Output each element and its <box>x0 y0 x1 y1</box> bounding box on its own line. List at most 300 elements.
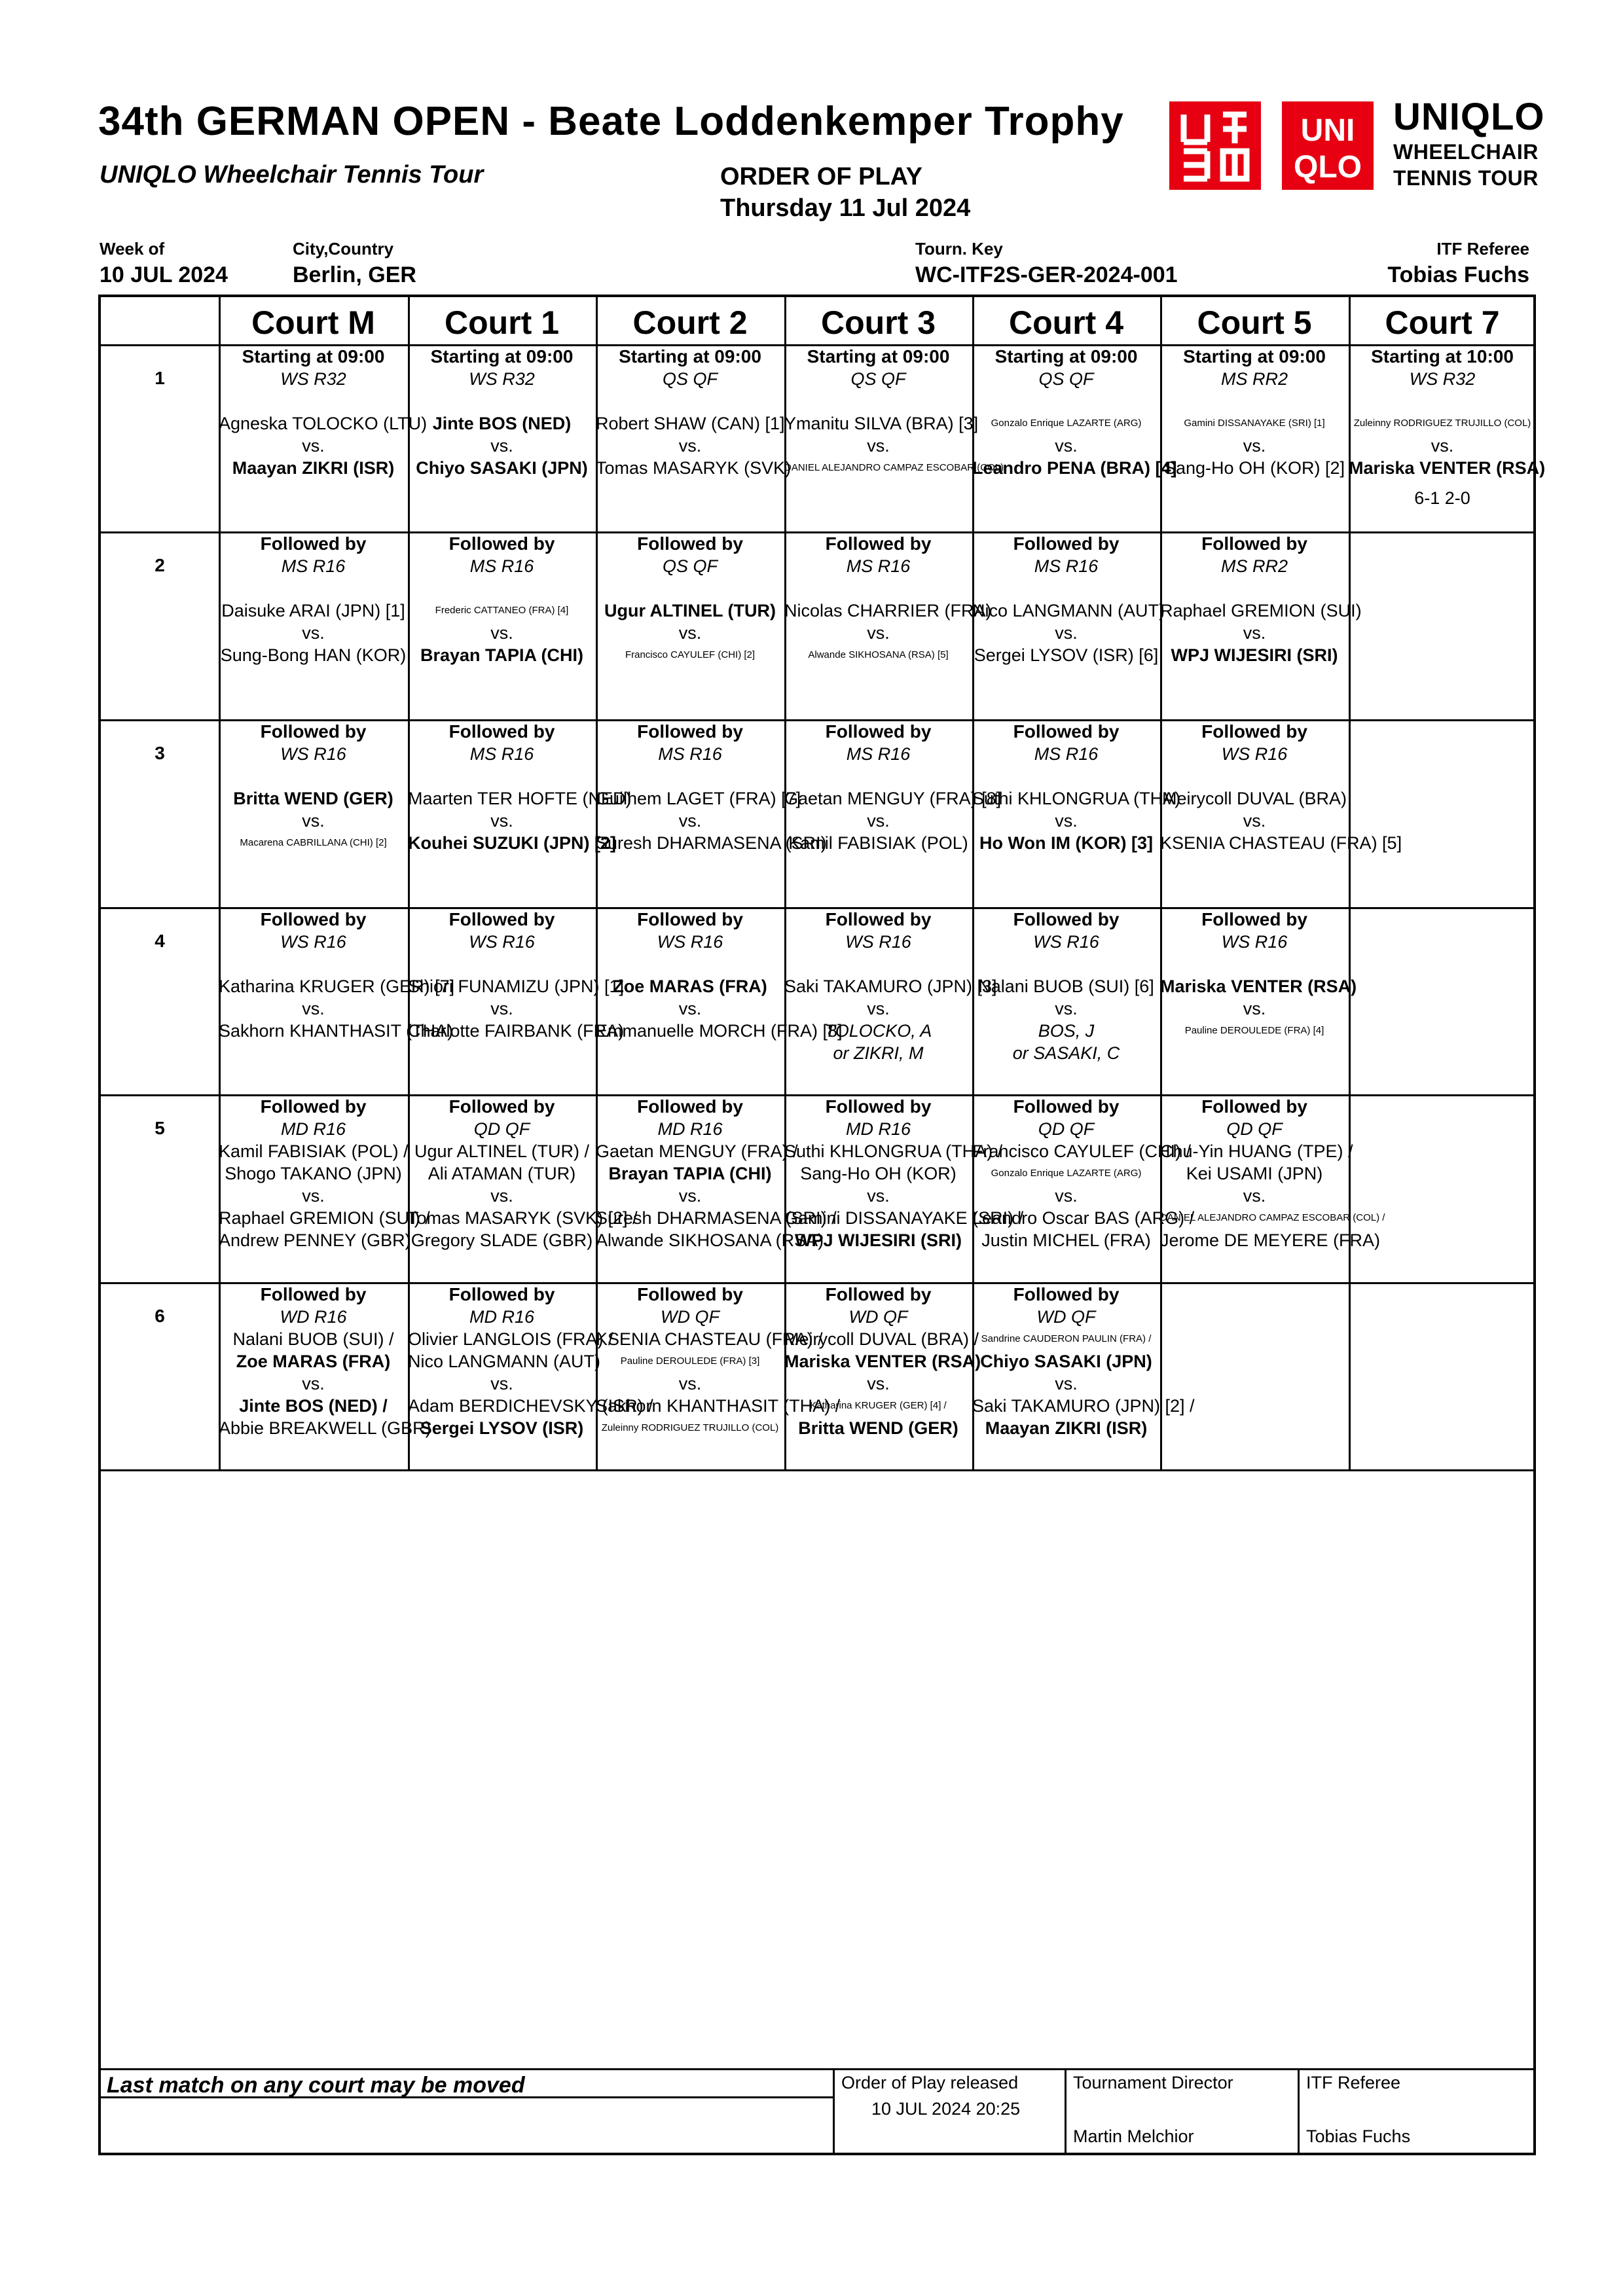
versus-label: vs. <box>302 1374 325 1393</box>
player-name: Kamil FABISIAK (POL) / <box>219 1141 409 1161</box>
match-start-time: Followed by <box>260 1284 367 1304</box>
match-cell <box>972 1096 1195 1251</box>
player-name: Jinte BOS (NED) <box>432 414 572 433</box>
spacer <box>596 765 784 787</box>
versus-label: vs. <box>302 623 325 643</box>
player-name: TOLOCKO, A <box>824 1021 932 1041</box>
player-name: Gonzalo Enrique LAZARTE (ARG) <box>991 418 1142 429</box>
referee-value: Tobias Fuchs <box>1387 262 1529 287</box>
player-name: Nico LANGMANN (AUT) <box>408 1352 601 1371</box>
director-cell <box>1065 2068 1300 2155</box>
versus-label: vs. <box>867 1186 890 1206</box>
uniqlo-symbol-logo <box>1169 101 1261 190</box>
versus-label: vs. <box>678 623 702 643</box>
match-event: WS R16 <box>1221 744 1288 764</box>
match-event: MD R16 <box>845 1119 911 1139</box>
player-name: KSENIA CHASTEAU (FRA) [5] <box>1160 833 1402 853</box>
player-name: Shogo TAKANO (JPN) <box>225 1164 402 1183</box>
versus-label: vs. <box>490 999 513 1018</box>
versus-label: vs. <box>678 811 702 831</box>
match-cell <box>596 1283 841 1439</box>
versus-label: vs. <box>302 811 325 831</box>
referee-info <box>1387 238 1529 288</box>
versus-label: vs. <box>867 436 890 456</box>
match-cell <box>596 908 843 1042</box>
player-name: Britta WEND (GER) <box>233 789 393 808</box>
uniqlo-box-logo <box>1282 101 1374 190</box>
player-name: Brayan TAPIA (CHI) <box>420 645 584 665</box>
player-name: Pauline DEROULEDE (FRA) [4] <box>1184 1025 1324 1036</box>
player-name: Zoe MARAS (FRA) <box>236 1352 391 1371</box>
week-info <box>100 238 228 288</box>
player-name: Raphael GREMION (SUI) / <box>219 1208 430 1228</box>
spacer <box>784 765 972 787</box>
player-name: Tomas MASARYK (SVK) <box>596 458 792 478</box>
versus-label: vs. <box>867 999 890 1018</box>
play-date: Thursday 11 Jul 2024 <box>720 194 971 222</box>
player-name: Sang-Ho OH (KOR) <box>800 1164 957 1183</box>
spacer <box>784 953 972 975</box>
director-value: Martin Melchior <box>1073 2126 1194 2146</box>
wheelchair-tour-logo-text <box>1393 98 1545 188</box>
player-name: WPJ WIJESIRI (SRI) <box>1171 645 1338 665</box>
versus-label: vs. <box>1055 1374 1078 1393</box>
match-start-time: Followed by <box>1013 1096 1120 1117</box>
player-name: Maarten TER HOFTE (NED) <box>408 789 632 808</box>
match-start-time: Followed by <box>637 909 743 929</box>
last-match-notice: Last match on any court may be moved <box>107 2073 525 2098</box>
spacer <box>784 577 972 600</box>
match-start-time: Followed by <box>1013 1284 1120 1304</box>
spacer <box>972 577 1160 600</box>
match-event: QS QF <box>662 369 718 389</box>
player-name: Charlotte FAIRBANK (FRA) <box>408 1021 625 1041</box>
match-start-time: Starting at 09:00 <box>1183 346 1326 367</box>
player-name: Ugur ALTINEL (TUR) / <box>414 1141 590 1161</box>
player-name: Sergei LYSOV (ISR) [6] <box>974 645 1159 665</box>
player-name: Meirycoll DUVAL (BRA) <box>1161 789 1347 808</box>
player-name: Sung-Bong HAN (KOR) <box>220 645 407 665</box>
match-event: MS R16 <box>1034 556 1099 576</box>
footer-referee-label: ITF Referee <box>1306 2073 1401 2092</box>
player-name: Ymanitu SILVA (BRA) [3] <box>784 414 979 433</box>
spacer <box>408 577 596 600</box>
match-cell <box>219 346 428 479</box>
player-name: Chu-Yin HUANG (TPE) / <box>1160 1141 1353 1161</box>
spacer <box>972 953 1160 975</box>
player-name: Chiyo SASAKI (JPN) <box>416 458 588 478</box>
versus-label: vs. <box>867 623 890 643</box>
match-event: WD QF <box>1036 1307 1096 1327</box>
svg-text:QLO: QLO <box>1294 150 1362 185</box>
logo-line-3: TENNIS TOUR <box>1393 166 1539 190</box>
match-event: QD QF <box>473 1119 530 1139</box>
match-start-time: Followed by <box>1201 1096 1307 1117</box>
match-start-time: Followed by <box>260 721 367 742</box>
player-name: Kouhei SUZUKI (JPN) [2] <box>408 833 617 853</box>
spacer <box>1160 390 1349 412</box>
player-name: Jerome DE MEYERE (FRA) <box>1160 1230 1381 1250</box>
match-start-time: Followed by <box>448 909 555 929</box>
match-cell <box>219 533 408 666</box>
match-start-time: Followed by <box>448 721 555 742</box>
match-event: QS QF <box>1038 369 1094 389</box>
match-cell <box>972 1283 1195 1439</box>
player-name: Adam BERDICHEVSKY (ISR) / <box>408 1396 653 1416</box>
versus-label: vs. <box>1055 811 1078 831</box>
player-name: Zoe MARAS (FRA) <box>613 977 767 996</box>
player-name: Pauline DEROULEDE (FRA) [3] <box>620 1355 760 1367</box>
spacer <box>596 390 784 412</box>
player-name: DANIEL ALEJANDRO CAMPAZ ESCOBAR (COL) <box>784 462 1004 473</box>
tournament-key-label: Tourn. Key <box>915 239 1003 259</box>
released-label: Order of Play released <box>841 2073 1019 2092</box>
match-event: MS RR2 <box>1220 556 1288 576</box>
player-name: Gamini DISSANAYAKE (SRI) / <box>784 1208 1024 1228</box>
court-header: Court 4 <box>1009 304 1123 341</box>
week-value: 10 JUL 2024 <box>100 262 228 287</box>
player-name: WPJ WIJESIRI (SRI) <box>794 1230 962 1250</box>
row-divider <box>101 1469 1536 1471</box>
match-event: MS R16 <box>1034 744 1099 764</box>
player-name: Leandro PENA (BRA) [4] <box>972 458 1177 478</box>
match-event: MD R16 <box>280 1119 346 1139</box>
last-match-notice-cell <box>98 2068 835 2098</box>
match-start-time: Followed by <box>448 1096 555 1117</box>
versus-label: vs. <box>490 1374 513 1393</box>
match-cell <box>972 908 1160 1064</box>
match-event: WS R16 <box>657 932 723 952</box>
match-cell <box>408 346 596 479</box>
match-start-time: Followed by <box>825 909 932 929</box>
match-cell <box>219 1096 430 1251</box>
match-cell <box>408 1283 653 1439</box>
week-label: Week of <box>100 239 165 259</box>
spacer <box>408 953 596 975</box>
match-cell <box>1160 533 1362 666</box>
versus-label: vs. <box>1055 623 1078 643</box>
match-start-time: Followed by <box>825 533 932 554</box>
match-cell <box>408 721 632 854</box>
player-name: Britta WEND (GER) <box>798 1418 958 1438</box>
match-event: QD QF <box>1038 1119 1095 1139</box>
player-name: Suthi KHLONGRUA (THA) / <box>784 1141 1003 1161</box>
player-name: Daisuke ARAI (JPN) [1] <box>221 601 405 620</box>
player-name: DANIEL ALEJANDRO CAMPAZ ESCOBAR (COL) / <box>1160 1212 1385 1223</box>
match-start-time: Followed by <box>825 721 932 742</box>
player-name: or SASAKI, C <box>1012 1043 1120 1063</box>
order-of-play-grid <box>98 295 1546 2155</box>
footer-blank-cell <box>98 2096 835 2155</box>
versus-label: vs. <box>1243 436 1266 456</box>
player-name: Kei USAMI (JPN) <box>1186 1164 1323 1183</box>
match-cell <box>784 1283 981 1439</box>
player-name: Zuleinny RODRIGUEZ TRUJILLO (COL) <box>1353 418 1531 429</box>
player-name: Suthi KHLONGRUA (THA) <box>972 789 1181 808</box>
match-cell <box>972 721 1181 854</box>
player-name: Leandro Oscar BAS (ARG) / <box>972 1208 1195 1228</box>
match-start-time: Followed by <box>1201 533 1307 554</box>
match-cell <box>1160 346 1349 479</box>
released-value: 10 JUL 2024 20:25 <box>871 2099 1021 2119</box>
spacer <box>1160 953 1349 975</box>
match-event: MD R16 <box>657 1119 723 1139</box>
match-cell <box>596 346 792 479</box>
versus-label: vs. <box>867 811 890 831</box>
court-header: Court 7 <box>1385 304 1500 341</box>
versus-label: vs. <box>678 1186 702 1206</box>
tournament-key-info <box>915 238 1178 288</box>
match-start-time: Followed by <box>1201 721 1307 742</box>
player-name: Ho Won IM (KOR) [3] <box>979 833 1153 853</box>
match-cell <box>596 1096 837 1251</box>
player-name: Ugur ALTINEL (TUR) <box>604 601 776 620</box>
match-cell <box>784 1096 1024 1251</box>
city-value: Berlin, GER <box>293 262 416 287</box>
row-number: 3 <box>155 743 165 763</box>
versus-label: vs. <box>1055 1186 1078 1206</box>
player-name: Gregory SLADE (GBR) <box>410 1230 593 1250</box>
player-name: Sakhorn KHANTHASIT (THA) <box>219 1021 454 1041</box>
match-event: MD R16 <box>469 1307 535 1327</box>
player-name: Justin MICHEL (FRA) <box>981 1230 1151 1250</box>
player-name: Ali ATAMAN (TUR) <box>428 1164 576 1183</box>
player-name: Mariska VENTER (RSA) <box>1349 458 1546 478</box>
match-event: QS QF <box>662 556 718 576</box>
spacer <box>972 765 1160 787</box>
player-name: Suresh DHARMASENA (SRI) <box>596 833 827 853</box>
match-event: WS R16 <box>280 932 346 952</box>
match-cell <box>1160 721 1402 854</box>
spacer <box>408 765 596 787</box>
player-name: Katharina KRUGER (GER) [7] <box>219 977 455 996</box>
player-name: Gamini DISSANAYAKE (SRI) [1] <box>1184 418 1325 429</box>
court-header: Court 3 <box>821 304 936 341</box>
match-event: WS R16 <box>469 932 535 952</box>
match-event: MS R16 <box>281 556 346 576</box>
spacer <box>596 577 784 600</box>
match-start-time: Followed by <box>637 1096 743 1117</box>
player-name: Brayan TAPIA (CHI) <box>608 1164 772 1183</box>
player-name: KSENIA CHASTEAU (FRA) / <box>596 1329 823 1349</box>
versus-label: vs. <box>1055 436 1078 456</box>
match-start-time: Followed by <box>637 533 743 554</box>
player-name: Francisco CAYULEF (CHI) [2] <box>625 649 756 660</box>
player-name: Maayan ZIKRI (ISR) <box>985 1418 1148 1438</box>
player-name: Tomas MASARYK (SVK) [2] / <box>408 1208 638 1228</box>
spacer <box>1160 577 1349 600</box>
spacer <box>219 390 408 412</box>
match-cell <box>784 721 1002 854</box>
player-name: Alwande SIKHOSANA (RSA) [5] <box>808 649 949 660</box>
match-start-time: Followed by <box>825 1284 932 1304</box>
match-start-time: Followed by <box>260 1096 367 1117</box>
player-name: Mariska VENTER (RSA) <box>784 1352 981 1371</box>
match-event: WS R16 <box>280 744 346 764</box>
versus-label: vs. <box>490 811 513 831</box>
player-name: Gonzalo Enrique LAZARTE (ARG) <box>991 1168 1142 1179</box>
player-name: Sang-Ho OH (KOR) [2] <box>1163 458 1345 478</box>
row-number: 1 <box>155 368 165 388</box>
match-event: WD QF <box>661 1307 720 1327</box>
footer-referee-cell <box>1298 2068 1536 2155</box>
match-cell <box>219 1283 431 1439</box>
logo-line-1: UNIQLO <box>1393 96 1545 138</box>
player-name: Guilhem LAGET (FRA) [7] <box>596 789 801 808</box>
court-header: Court 2 <box>632 304 748 341</box>
match-start-time: Followed by <box>1013 721 1120 742</box>
match-cell <box>972 346 1177 479</box>
match-event: WS R16 <box>1221 932 1288 952</box>
match-start-time: Followed by <box>1013 909 1120 929</box>
spacer <box>219 765 408 787</box>
spacer <box>219 577 408 600</box>
row-number: 5 <box>155 1118 165 1138</box>
match-event: MS R16 <box>658 744 722 764</box>
match-cell <box>784 346 1004 479</box>
player-name: Maayan ZIKRI (ISR) <box>232 458 395 478</box>
player-name: Nalani BUOB (SUI) / <box>232 1329 394 1349</box>
court-header: Court 5 <box>1197 304 1312 341</box>
spacer <box>596 953 784 975</box>
player-name: Gaetan MENGUY (FRA) [8] <box>784 789 1002 808</box>
match-cell <box>408 1096 638 1251</box>
match-start-time: Followed by <box>260 909 367 929</box>
versus-label: vs. <box>1055 999 1078 1018</box>
player-name: BOS, J <box>1038 1021 1095 1041</box>
player-name: Macarena CABRILLANA (CHI) [2] <box>240 837 387 848</box>
match-start-time: Followed by <box>448 1284 555 1304</box>
footer-referee-value: Tobias Fuchs <box>1306 2126 1411 2146</box>
referee-label: ITF Referee <box>1436 239 1529 259</box>
spacer <box>408 390 596 412</box>
player-name: Suresh DHARMASENA (SRI) / <box>596 1208 837 1228</box>
match-cell <box>596 721 827 854</box>
match-event: MS R16 <box>469 556 534 576</box>
player-name: Kamil FABISIAK (POL) <box>788 833 968 853</box>
player-name: Abbie BREAKWELL (GBR) <box>219 1418 431 1438</box>
match-event: WS R32 <box>469 369 535 389</box>
match-cell <box>408 908 625 1042</box>
match-event: WS R16 <box>1033 932 1099 952</box>
spacer <box>219 953 408 975</box>
court-header: Court 1 <box>445 304 559 341</box>
player-name: Emmanuelle MORCH (FRA) [8] <box>596 1021 843 1041</box>
row-number: 6 <box>155 1306 165 1326</box>
svg-text:UNI: UNI <box>1300 113 1355 148</box>
player-name: or ZIKRI, M <box>833 1043 924 1063</box>
player-name: Shiori FUNAMIZU (JPN) [1] <box>408 977 625 996</box>
versus-label: vs. <box>490 436 513 456</box>
spacer <box>972 390 1160 412</box>
versus-label: vs. <box>302 1186 325 1206</box>
tour-subtitle: UNIQLO Wheelchair Tennis Tour <box>100 161 484 188</box>
spacer <box>1160 765 1349 787</box>
versus-label: vs. <box>678 1374 702 1393</box>
match-start-time: Followed by <box>1013 533 1120 554</box>
order-of-play-label: ORDER OF PLAY <box>720 163 922 190</box>
match-event: WD R16 <box>280 1307 347 1327</box>
player-name: Meirycoll DUVAL (BRA) / <box>784 1329 979 1349</box>
versus-label: vs. <box>302 999 325 1018</box>
match-event: WS R16 <box>845 932 911 952</box>
player-name: Gaetan MENGUY (FRA) / <box>596 1141 798 1161</box>
spacer <box>1349 390 1536 412</box>
match-start-time: Followed by <box>825 1096 932 1117</box>
court-header: Court M <box>251 304 375 341</box>
match-cell <box>219 721 408 854</box>
player-name: Sakhorn KHANTHASIT (THA) / <box>596 1396 841 1416</box>
player-name: Francisco CAYULEF (CHI) / <box>972 1141 1192 1161</box>
player-name: Jinte BOS (NED) / <box>239 1396 388 1416</box>
player-name: Nalani BUOB (SUI) [6] <box>978 977 1154 996</box>
player-name: Mariska VENTER (RSA) <box>1160 977 1357 996</box>
player-name: Andrew PENNEY (GBR) <box>219 1230 411 1250</box>
versus-label: vs. <box>490 1186 513 1206</box>
versus-label: vs. <box>302 436 325 456</box>
match-start-time: Starting at 09:00 <box>994 346 1138 367</box>
match-cell <box>219 908 455 1042</box>
match-cell <box>784 533 992 666</box>
logo-line-2: WHEELCHAIR <box>1393 140 1539 164</box>
tournament-key-value: WC-ITF2S-GER-2024-001 <box>915 262 1178 287</box>
order-of-play-heading <box>720 161 970 224</box>
versus-label: vs. <box>1243 811 1266 831</box>
player-name: Olivier LANGLOIS (FRA) / <box>408 1329 613 1349</box>
versus-label: vs. <box>1243 999 1266 1018</box>
versus-label: vs. <box>1243 623 1266 643</box>
match-cell <box>1349 346 1546 509</box>
match-cell <box>1160 1096 1385 1251</box>
match-event: WS R32 <box>1409 369 1476 389</box>
player-name: Robert SHAW (CAN) [1] <box>596 414 785 433</box>
match-cell <box>408 533 596 666</box>
match-event: QS QF <box>850 369 906 389</box>
spacer <box>784 390 972 412</box>
match-cell <box>1160 908 1357 1042</box>
versus-label: vs. <box>867 1374 890 1393</box>
match-start-time: Starting at 09:00 <box>242 346 385 367</box>
match-start-time: Followed by <box>1201 909 1307 929</box>
match-start-time: Followed by <box>637 721 743 742</box>
match-start-time: Starting at 09:00 <box>430 346 574 367</box>
match-event: MS RR2 <box>1220 369 1288 389</box>
versus-label: vs. <box>678 436 702 456</box>
match-event: MS R16 <box>846 556 911 576</box>
match-start-time: Followed by <box>448 533 555 554</box>
match-start-time: Followed by <box>637 1284 743 1304</box>
match-start-time: Starting at 09:00 <box>619 346 761 367</box>
player-name: Chiyo SASAKI (JPN) <box>980 1352 1152 1371</box>
match-event: QD QF <box>1226 1119 1283 1139</box>
match-score: 6-1 2-0 <box>1414 488 1470 508</box>
row-number: 4 <box>155 931 165 951</box>
match-start-time: Followed by <box>260 533 367 554</box>
player-name: Raphael GREMION (SUI) <box>1160 601 1362 620</box>
match-cell <box>784 908 997 1064</box>
match-start-time: Starting at 10:00 <box>1371 346 1514 367</box>
player-name: Saki TAKAMURO (JPN) [3] <box>784 977 997 996</box>
player-name: Nicolas CHARRIER (FRA) <box>784 601 992 620</box>
match-event: MS R16 <box>469 744 534 764</box>
match-cell <box>596 533 784 666</box>
versus-label: vs. <box>1243 1186 1266 1206</box>
player-name: Sandrine CAUDERON PAULIN (FRA) / <box>981 1333 1152 1344</box>
match-event: WS R32 <box>280 369 346 389</box>
versus-label: vs. <box>490 623 513 643</box>
player-name: Sergei LYSOV (ISR) <box>420 1418 584 1438</box>
match-start-time: Starting at 09:00 <box>807 346 950 367</box>
